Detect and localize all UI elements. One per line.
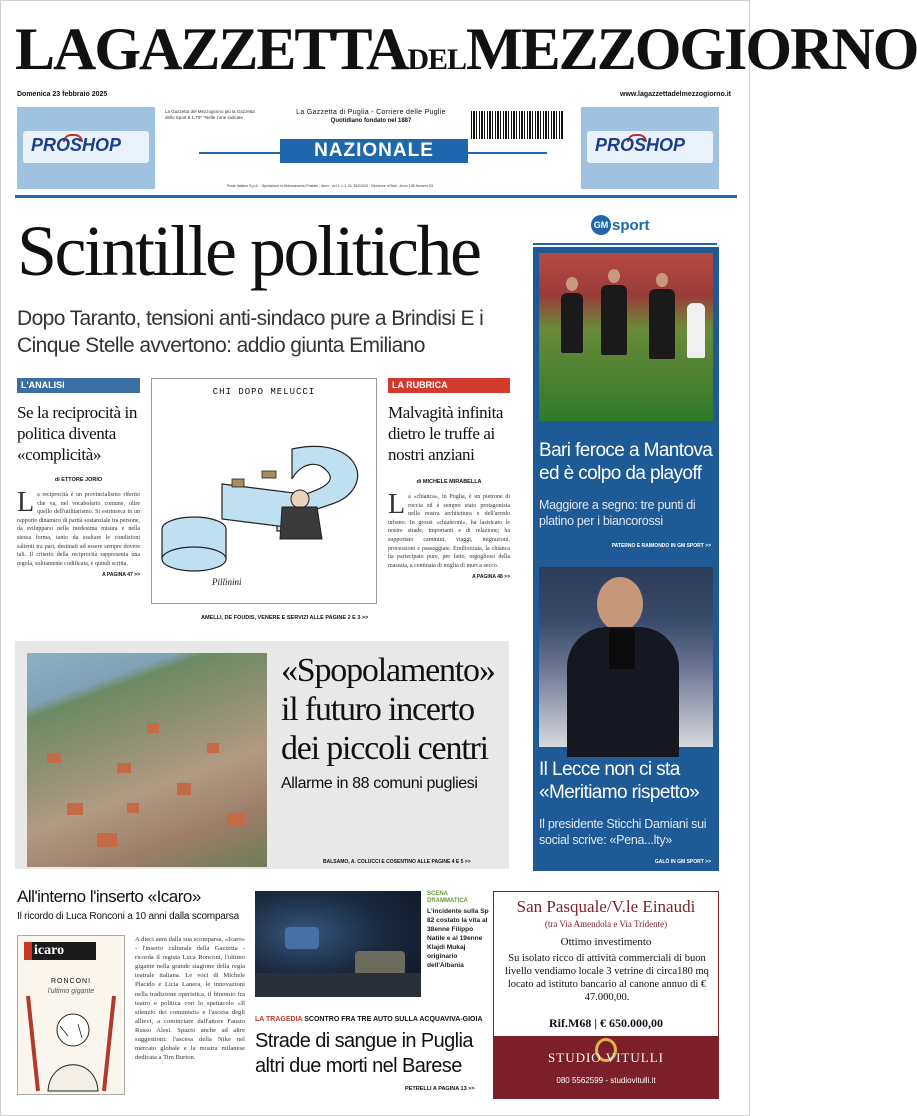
ad-location: (tra Via Amendola e Via Tridente) xyxy=(544,919,668,929)
sport-story1-ref[interactable]: PATERNO E RAIMONDO IN GM SPORT >> xyxy=(611,543,711,549)
analisi-tag: L'ANALISI xyxy=(17,378,140,393)
tragedia-kicker xyxy=(255,1016,483,1023)
masthead xyxy=(15,11,917,89)
rubrica-column xyxy=(388,378,510,580)
spopolamento-headline[interactable]: «Spopolamento» il futuro incerto dei piccoli centri xyxy=(281,652,495,767)
masthead-gazzetta: GAZZETTA xyxy=(94,16,408,82)
rubrica-page-ref[interactable]: A PAGINA 48 >> xyxy=(472,574,510,581)
ad-proshop-left[interactable] xyxy=(17,107,155,189)
analisi-dropcap: L xyxy=(17,487,35,518)
sport-story1-headline[interactable]: Bari feroce a Mantova ed è colpo da playoff xyxy=(539,440,713,484)
tragedia-headline[interactable]: Strade di sangue in Puglia altri due morti nel Barese xyxy=(255,1030,473,1077)
sport-story1-subhead: Maggiore a segno: tre punti di platino per i biancorossi xyxy=(539,498,696,528)
ronconi-portrait-illustration xyxy=(18,996,124,1096)
cartoon-bottom-ref[interactable]: AMELLI, DE FOUDIS, VENERE E SERVIZI ALLE PAGINE 2 E 3 >> xyxy=(201,615,369,621)
analisi-text: a reciprocità è un provincialismo riferito che va, nel vocabolario comune, oltre quello dell'utilitarismo. Si estrinseca in un rapporto dinamico di parità sostanziale tra persone, da svilupparsi nella medesima misura e nella stessa forma, tanto da esaltare le condizioni salienti tra pari, destinati ad essere sempre dovere tali. Il criterio della reciprocità rappresenta una regola, solitamente codificata, e quindi scritta. xyxy=(17,492,140,567)
icaro-cover-quote: l'ultimo gigante xyxy=(47,988,95,995)
analisi-headline[interactable]: Se la reciprocità in politica diventa «complicità» xyxy=(17,403,137,464)
ad-studio-vitulli[interactable] xyxy=(493,891,719,1099)
ad-body: Su isolato ricco di attività commerciali di buon livello vendiamo locale 3 vetrine di circa180 mq locato ad istituto bancario al canone annuo di € 47.000,00. xyxy=(505,953,709,1003)
aerial-town-photo[interactable] xyxy=(27,653,267,867)
pub-line-2: Quotidiano fondato nel 1887 xyxy=(330,118,412,124)
tragedia-ref[interactable]: PETRELLI A PAGINA 13 >> xyxy=(405,1086,475,1092)
analisi-page-ref[interactable]: A PAGINA 47 >> xyxy=(102,572,140,579)
rubrica-text: a «chianca», in Puglia, è un pietrone di roccia ed è sempre stato protagonista nella nostra architettura e dell'arredo urbano. In grossi «chianconi», ha lastricato le nostre strade, importanti e di relazione; ha supportato cammini, viaggi, migrazioni, processioni e passeggiate. Emiliozzata, la chianca ha partecipato pure, per fatto, orgoglioso della massaia, a centinaia di miglia di muri a secco. xyxy=(388,494,510,569)
rubrica-body xyxy=(388,489,510,570)
gm-sport-logo[interactable] xyxy=(591,215,653,235)
sport-story2-subhead: Il presidente Sticchi Damiani sui social scrive: «Pena...lty» xyxy=(539,817,707,847)
ad-proshop-right[interactable] xyxy=(581,107,719,189)
price-note: La Gazzetta del Mezzogiorno più la Gazzetta dello Sport € 1,70* *Nelle zone indicate xyxy=(165,109,255,120)
rubrica-author: di MICHELE MIRABELLA xyxy=(416,479,482,485)
icaro-subhead: Il ricordo di Luca Ronconi a 10 anni dalla scomparsa xyxy=(17,911,239,922)
edition-label: NAZIONALE xyxy=(280,139,468,163)
spopolamento-ref[interactable]: BALSAMO, A. COLUCCI E COSENTINO ALLE PAGINE 4 E 5 >> xyxy=(323,859,471,865)
icaro-cover[interactable] xyxy=(17,935,125,1095)
rubrica-tag: LA RUBRICA xyxy=(388,378,510,393)
tragedia-label: LA TRAGEDIA xyxy=(255,1016,303,1023)
postal-fineprint: Poste Italiane S.p.A. - Spedizione in Abbonamento Postale - Anno - Art.1, c.1, DL 353/2003 - Direzione di Bari - Anno 138 Numero 53 xyxy=(227,184,433,188)
masthead-del: DEL xyxy=(407,43,467,76)
tragedia-line: SCONTRO FRA TRE AUTO SULLA ACQUAVIVA-GIOIA xyxy=(304,1016,483,1023)
publication-info xyxy=(291,109,451,124)
header-rule xyxy=(15,195,737,198)
proshop-logo xyxy=(23,131,149,163)
cartoon-caption: CHI DOPO MELUCCI xyxy=(212,387,316,397)
analisi-column xyxy=(17,378,140,578)
barcode xyxy=(471,111,563,139)
sport-story2-ref[interactable]: GALÒ IN GM SPORT >> xyxy=(654,859,711,865)
analisi-author: di ETTORE JORIO xyxy=(54,477,103,483)
rubrica-dropcap: L xyxy=(388,489,406,520)
ad-footer xyxy=(494,1036,718,1099)
icaro-cover-name: RONCONI xyxy=(50,978,92,985)
ad-ref: Rif.M68 | € 650.000,00 xyxy=(549,1016,663,1030)
ad-brand-right: PROSHOP xyxy=(595,135,686,155)
ad-contact[interactable]: 080 5562599 - studiovitulli.it xyxy=(556,1076,656,1085)
icaro-brand: icaro xyxy=(24,942,96,960)
question-mark-cartoon-illustration xyxy=(152,379,376,603)
sport-logo-text: sport xyxy=(612,217,650,234)
main-headline[interactable]: Scintille politiche xyxy=(17,211,480,291)
football-match-photo[interactable] xyxy=(539,253,713,421)
lecce-president-photo[interactable] xyxy=(539,567,713,747)
proshop-logo xyxy=(587,131,713,163)
masthead-mezzogiorno: MEZZOGIORNO xyxy=(466,16,917,82)
issue-date: Domenica 23 febbraio 2025 xyxy=(17,91,108,98)
ad-studio: STUDIO VITULLI xyxy=(548,1050,664,1065)
icaro-headline[interactable]: All'interno l'inserto «Icaro» xyxy=(17,887,201,906)
website[interactable]: www.lagazzettadelmezzogiorno.it xyxy=(620,91,731,98)
scena-drammatica xyxy=(427,891,489,970)
spopolamento-subhead: Allarme in 88 comuni pugliesi xyxy=(281,775,478,792)
cartoon[interactable] xyxy=(151,378,377,604)
pub-line-1: La Gazzetta di Puglia - Corriere delle Puglie xyxy=(296,109,446,116)
sport-rule xyxy=(533,243,717,245)
ad-tagline: Ottimo investimento xyxy=(560,936,652,948)
crash-scene-photo[interactable] xyxy=(255,891,421,997)
cartoon-signature: Pillinini xyxy=(212,577,242,587)
ad-title: San Pasquale/V.le Einaudi xyxy=(516,897,696,916)
rubrica-headline[interactable]: Malvagità infinita dietro le truffe ai nostri anziani xyxy=(388,403,504,464)
icaro-body: A dieci anni dalla sua scomparsa, «Icaro» - l'inserto culturale della Gazzetta - ricorda il regista Luca Ronconi, l'ultimo gigante nella grande stagione della regia teatrale italiana. Le voci di Michele Placido e Licia Lanera, le innovazioni nella tradizione operistica, il binomio fra teatro e politica con lo spettacolo «Il silenzio dei comunisti» e l'ascesa degli allievi, a cominciare dall'attore Fausto Russo Alesi. Spazio anche ad altre suggestioni: l'ascesa della Nike nel mercato globale e la mostra milanese dedicata a Tim Burton. xyxy=(135,936,245,1062)
sport-logo-ball: GM xyxy=(591,215,611,235)
ad-brand-left: PROSHOP xyxy=(31,135,122,155)
scena-tag: SCENA DRAMMATICA xyxy=(427,891,468,904)
analisi-body xyxy=(17,487,140,568)
sport-story2-headline[interactable]: Il Lecce non ci sta «Meritiamo rispetto» xyxy=(539,759,700,803)
main-subhead[interactable]: Dopo Taranto, tensioni anti-sindaco pure a Brindisi E i Cinque Stelle avvertono: addio giunta Emiliano xyxy=(17,307,484,357)
scena-body: L'incidente sulla Sp 82 costato la vita al 38enne Filippo Natile e al 19enne Klajdi Mukaj originario dell'Albania xyxy=(427,908,489,969)
masthead-la: LA xyxy=(15,16,95,82)
